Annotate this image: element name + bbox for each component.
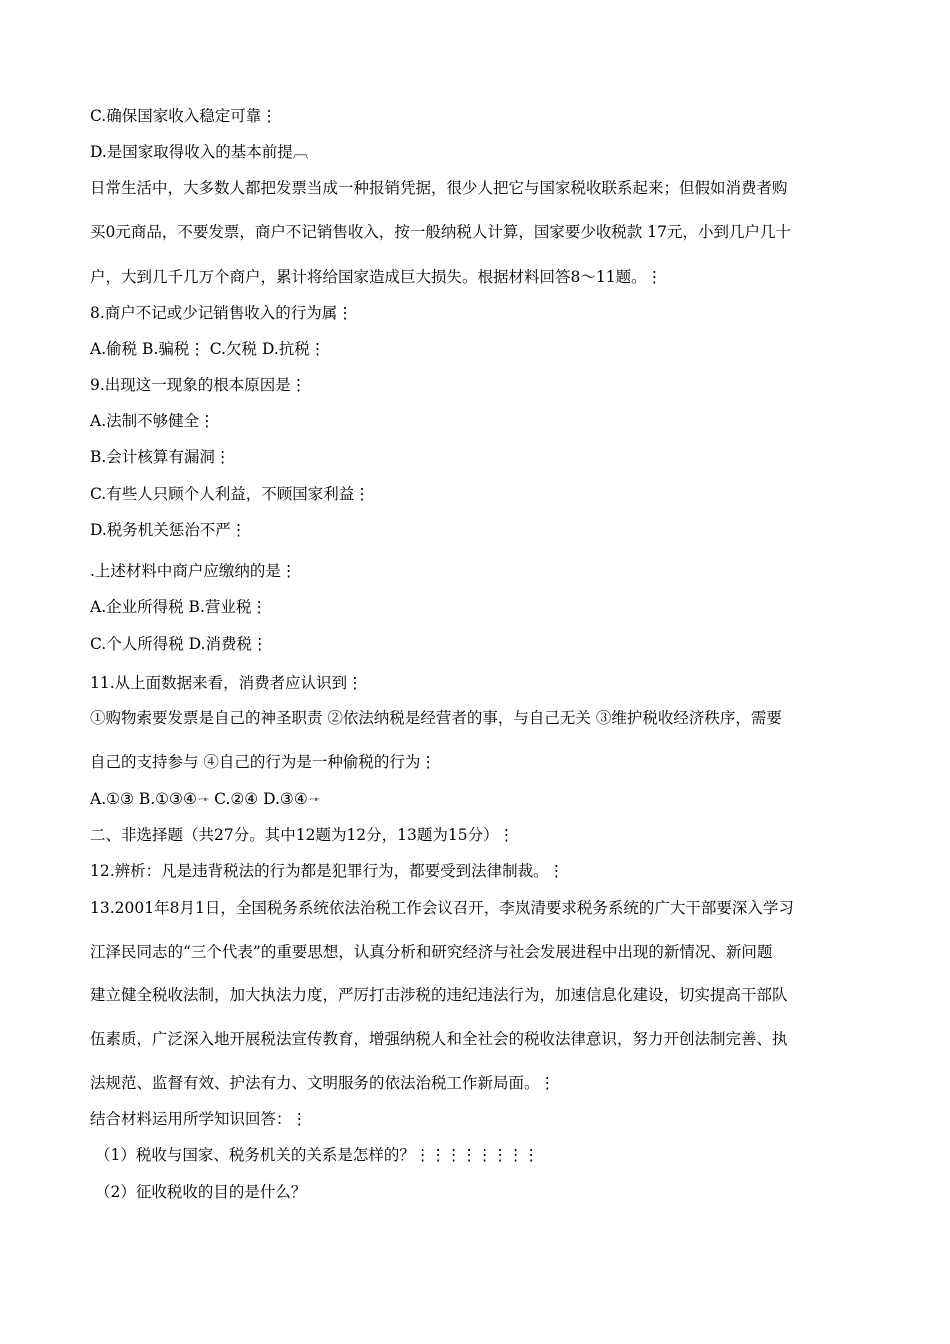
question-8: 8.商户不记或少记销售收入的行为属⋮ <box>90 304 353 322</box>
sub-question-1: （1）税收与国家、税务机关的关系是怎样的？⋮⋮⋮⋮⋮⋮⋮⋮ <box>95 1146 539 1164</box>
question-13-line-3: 建立健全税收法制，加大执法力度，严厉打击涉税的违纪违法行为，加速信息化建设，切实提高干部队 <box>90 986 788 1004</box>
question-9-option-b: B.会计核算有漏洞⋮ <box>90 448 231 466</box>
question-13-line-5: 法规范、监督有效、护法有力、文明服务的依法治税工作新局面。⋮ <box>90 1074 556 1092</box>
question-10-options-cd: C.个人所得税 D.消费税⋮ <box>90 635 268 653</box>
option-d-line: D.是国家取得收入的基本前提︹ <box>90 143 309 161</box>
section-heading-non-choice: 二、非选择题（共27分。其中12题为12分，13题为15分）⋮ <box>90 826 515 844</box>
question-13-line-2: 江泽民同志的“三个代表”的重要思想，认真分析和研究经济与社会发展进程中出现的新情况、新问题 <box>90 943 773 961</box>
option-c-line: C.确保国家收入稳定可靠⋮ <box>90 107 277 125</box>
question-9-option-a: A.法制不够健全⋮ <box>90 412 215 430</box>
question-11: 11.从上面数据来看，消费者应认识到⋮ <box>90 674 363 692</box>
question-11-options: A.①③ B.①③④🙬 C.②④ D.③④🙬 <box>90 790 321 808</box>
question-8-options: A.偷税 B.骗税⋮ C.欠税 D.抗税⋮ <box>90 340 326 358</box>
question-12: 12.辨析：凡是违背税法的行为都是犯罪行为，都要受到法律制裁。⋮ <box>90 862 565 880</box>
question-13-line-4: 伍素质，广泛深入地开展税法宣传教育，增强纳税人和全社会的税收法律意识，努力开创法制完善、执 <box>90 1030 788 1048</box>
question-10: .上述材料中商户应缴纳的是⋮ <box>90 562 297 580</box>
question-9-option-d: D.税务机关惩治不严⋮ <box>90 521 247 539</box>
material-paragraph-line-3: 户，大到几千几万个商户，累计将给国家造成巨大损失。根据材料回答8～11题。⋮ <box>90 268 663 286</box>
material-paragraph-line-2: 买0元商品，不要发票，商户不记销售收入，按一般纳税人计算，国家要少收税款 17元，小到几户几十 <box>90 223 792 241</box>
question-9-option-c: C.有些人只顾个人利益，不顾国家利益⋮ <box>90 485 370 503</box>
question-11-statements-line-2: 自己的支持参与 ④自己的行为是一种偷税的行为⋮ <box>90 753 436 771</box>
question-10-options-ab: A.企业所得税 B.营业税⋮ <box>90 598 267 616</box>
question-11-statements-line-1: ①购物索要发票是自己的神圣职责 ②依法纳税是经营者的事，与自己无关 ③维护税收经济秩序，需要 <box>90 709 782 727</box>
question-13-line-1: 13.2001年8月1日，全国税务系统依法治税工作会议召开，李岚清要求税务系统的广大干部要深入学习 <box>90 899 794 917</box>
sub-question-2: （2）征收税收的目的是什么？ <box>95 1183 307 1201</box>
material-paragraph-line-1: 日常生活中，大多数人都把发票当成一种报销凭据，很少人把它与国家税收联系起来；但假如消费者购 <box>90 179 788 197</box>
instruction-line: 结合材料运用所学知识回答：⋮ <box>90 1110 308 1128</box>
question-9: 9.出现这一现象的根本原因是⋮ <box>90 376 307 394</box>
